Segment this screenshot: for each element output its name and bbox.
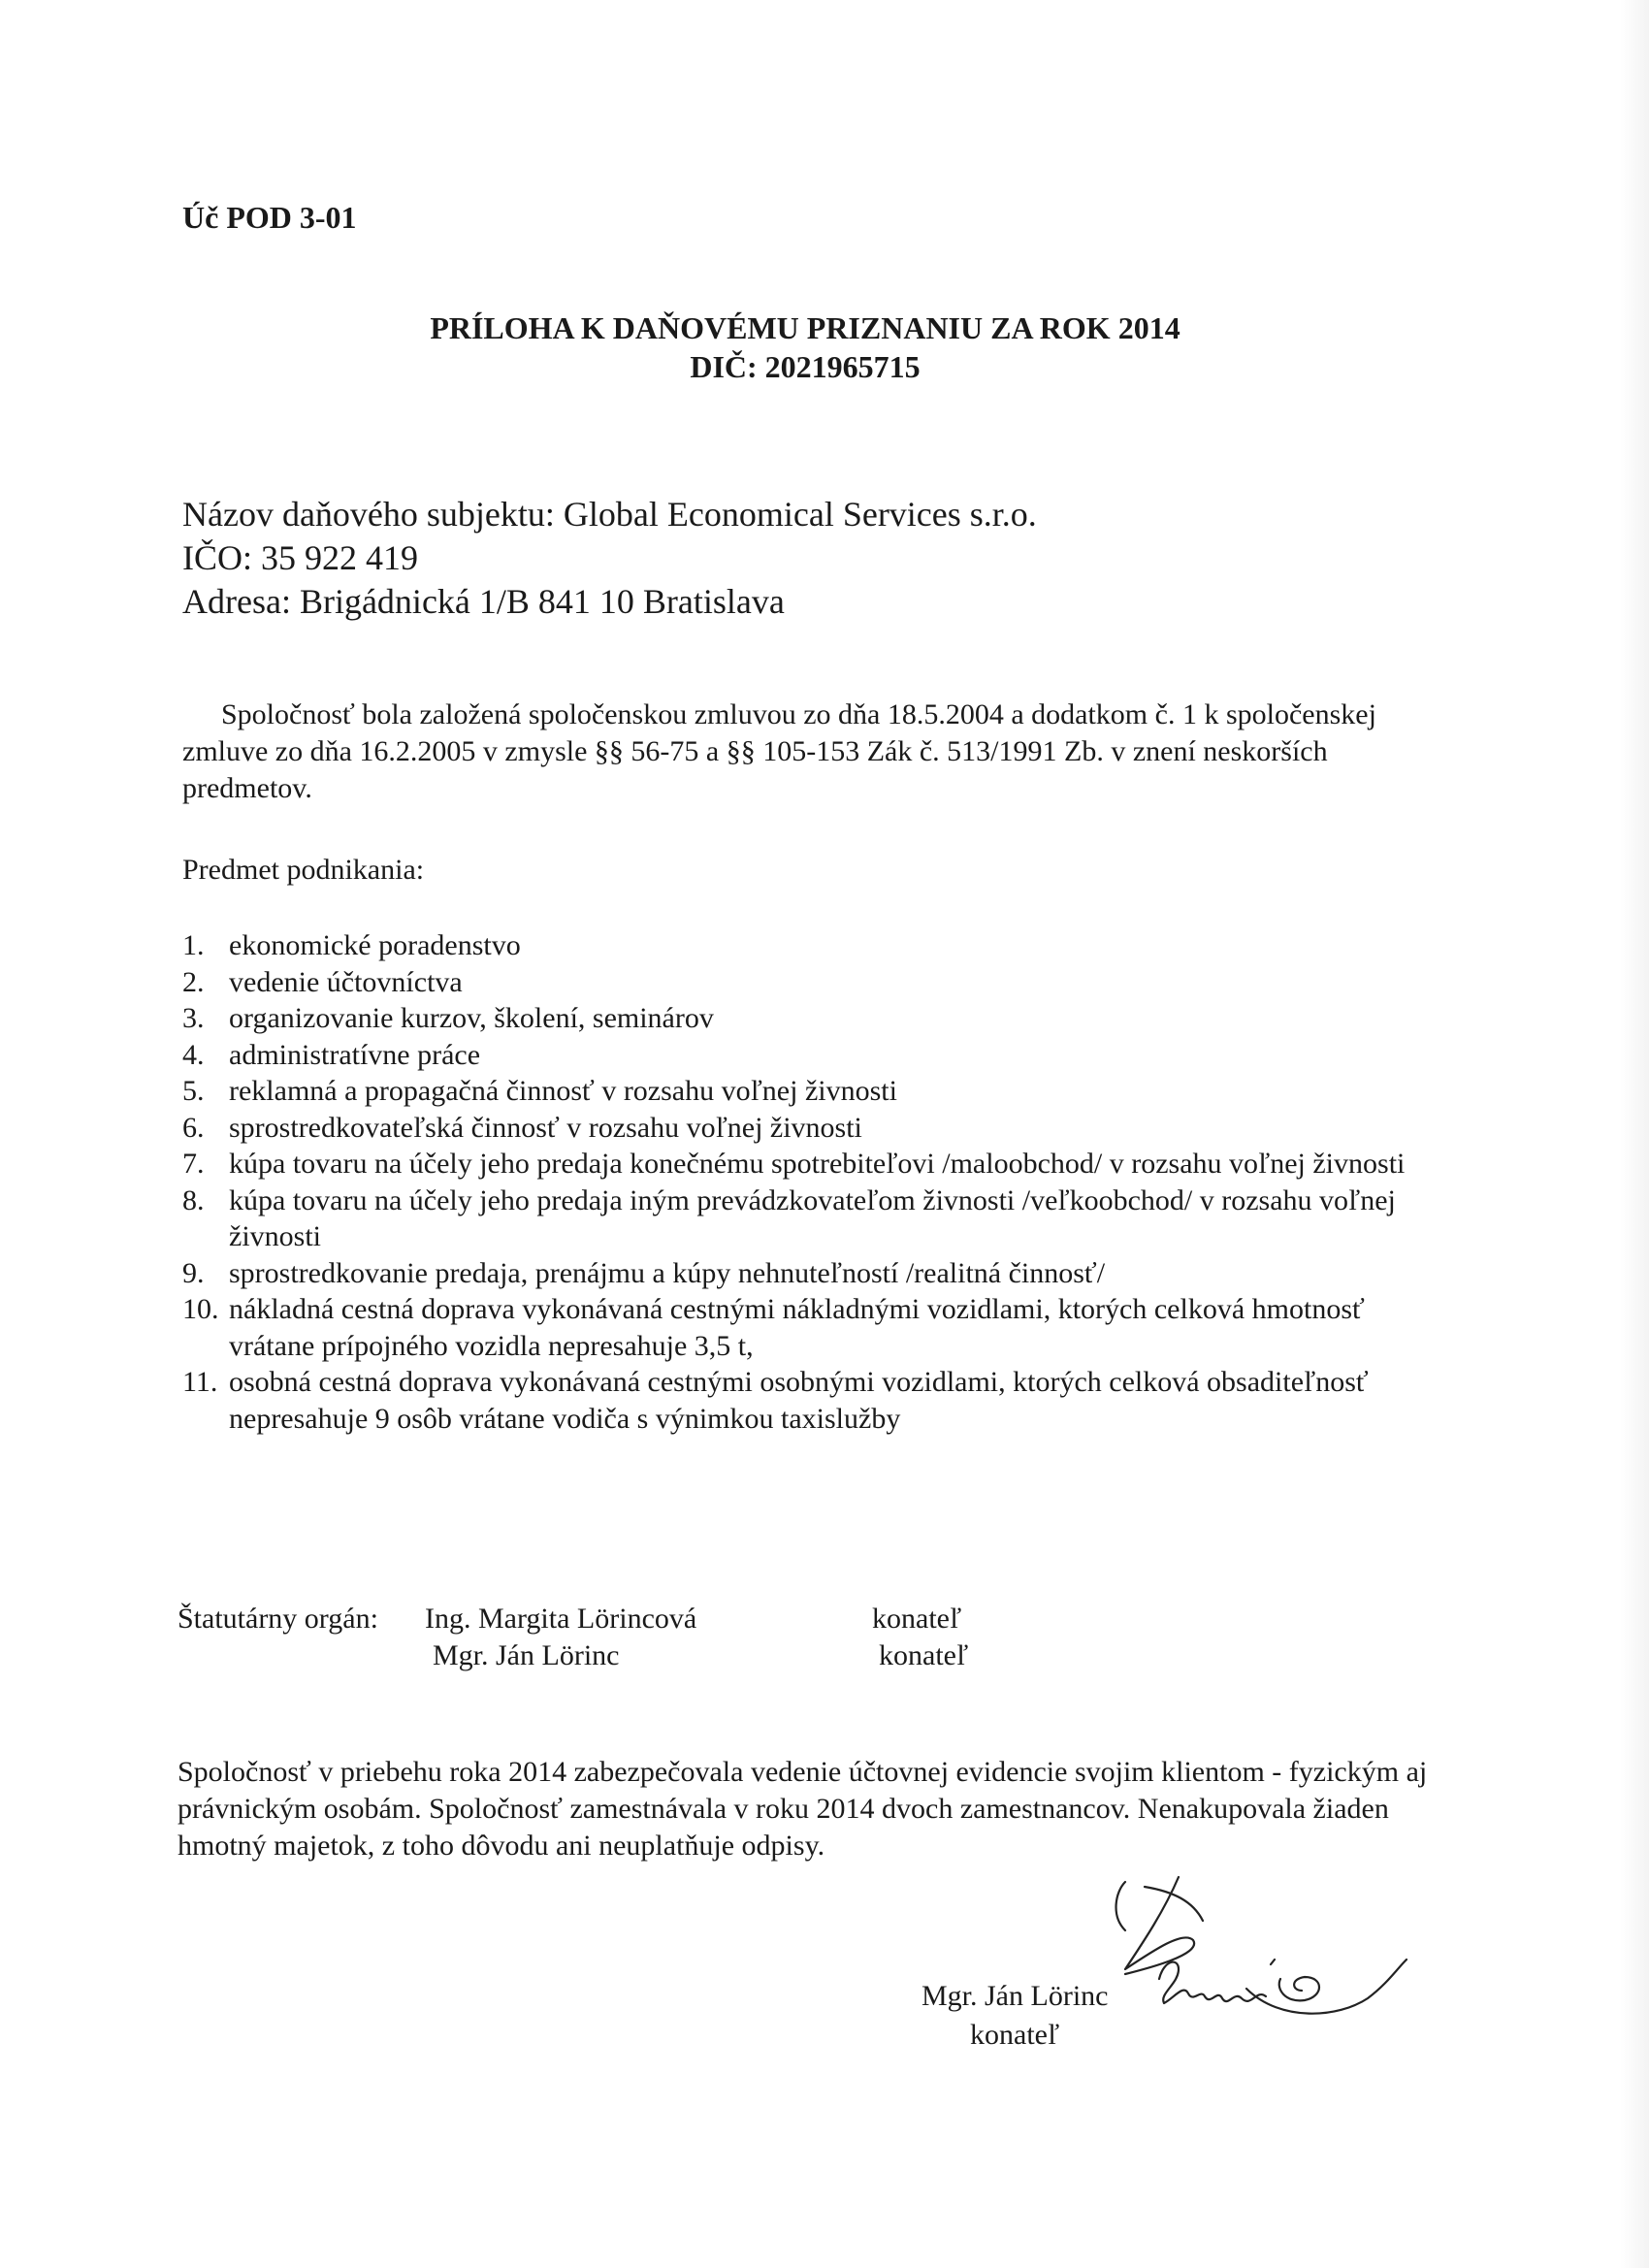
list-item	[182, 964, 1434, 1001]
list-item	[182, 1291, 1434, 1364]
item-number: 6.	[182, 1111, 205, 1144]
item-number: 10.	[182, 1293, 219, 1325]
founding-text: Spoločnosť bola založená spoločenskou zmluvou zo dňa 18.5.2004 a dodatkom č. 1 k spoločenskej zmluve zo dňa 16.2.2005 v zmysle §§ 56-75 a §§ 105-153 Zák č. 513/1991 Zb. v znení neskorších predmetov.	[182, 698, 1376, 804]
list-item	[182, 1110, 1434, 1147]
statutory-label: Štatutárny orgán:	[178, 1603, 378, 1635]
subject-address: Adresa: Brigádnická 1/B 841 10 Bratislava	[182, 582, 785, 621]
founding-paragraph	[182, 697, 1385, 807]
reference-code: Úč POD 3-01	[182, 200, 357, 235]
member-name: Ing. Margita Lörincová	[425, 1603, 697, 1635]
item-number: 7.	[182, 1148, 205, 1180]
item-number: 2.	[182, 965, 205, 998]
item-text: kúpa tovaru na účely jeho predaja konečnému spotrebiteľovi /maloobchod/ v rozsahu voľnej živnosti	[229, 1148, 1406, 1180]
document-title	[0, 308, 1610, 386]
item-text: sprostredkovateľská činnosť v rozsahu voľnej živnosti	[229, 1111, 862, 1144]
member-role: konateľ	[872, 1603, 962, 1635]
list-item	[182, 1146, 1434, 1183]
item-text: administratívne práce	[229, 1038, 481, 1071]
item-text: ekonomické poradenstvo	[229, 929, 521, 961]
subject-name: Názov daňového subjektu: Global Economical Services s.r.o.	[182, 495, 1037, 534]
title-tax-id: DIČ: 2021965715	[690, 349, 921, 384]
item-number: 11.	[182, 1366, 218, 1398]
item-text: reklamná a propagačná činnosť v rozsahu voľnej živnosti	[229, 1075, 897, 1107]
item-text: vedenie účtovníctva	[229, 965, 463, 998]
item-text: osobná cestná doprava vykonávaná cestnými osobnými vozidlami, ktorých celková obsaditeľnosť nepresahuje 9 osôb vrátane vodiča s výnimkou taxislužby	[229, 1366, 1369, 1435]
item-text: nákladná cestná doprava vykonávaná cestnými nákladnými vozidlami, ktorých celková hmotnosť vrátane prípojného vozidla nepresahuje 3,5 t,	[229, 1293, 1365, 1362]
item-text: kúpa tovaru na účely jeho predaja iným prevádzkovateľom živnosti /veľkoobchod/ v rozsahu voľnej živnosti	[229, 1183, 1396, 1252]
item-number: 8.	[182, 1183, 205, 1216]
item-number: 3.	[182, 1002, 205, 1034]
item-number: 5.	[182, 1075, 205, 1107]
item-number: 1.	[182, 929, 205, 961]
signature-block	[922, 1977, 1108, 2055]
summary-paragraph: Spoločnosť v priebehu roka 2014 zabezpečovala vedenie účtovnej evidencie svojim klientom - fyzickým aj právnickým osobám. Spoločnosť zamestnávala v roku 2014 dvoch zamestnancov. Nenakupovala žiaden hmotný majetok, z toho dôvodu ani neuplatňuje odpisy.	[178, 1756, 1428, 1862]
list-item	[182, 1073, 1434, 1110]
item-number: 9.	[182, 1256, 205, 1289]
list-item	[182, 1183, 1434, 1255]
list-item	[182, 927, 1434, 964]
item-number: 4.	[182, 1038, 205, 1071]
member-role: konateľ	[879, 1639, 969, 1671]
subject-info	[182, 493, 1037, 624]
activities-label: Predmet podnikania:	[182, 854, 425, 886]
list-item	[182, 1000, 1434, 1037]
subject-ico: IČO: 35 922 419	[182, 538, 418, 577]
member-name: Mgr. Ján Lörinc	[433, 1639, 620, 1671]
item-text: organizovanie kurzov, školení, seminárov	[229, 1002, 714, 1034]
list-item	[182, 1255, 1434, 1292]
handwritten-signature	[1086, 1863, 1474, 2057]
scan-edge	[1620, 0, 1649, 2268]
item-text: sprostredkovanie predaja, prenájmu a kúpy nehnuteľností /realitná činnosť/	[229, 1256, 1106, 1289]
activities-list	[182, 927, 1434, 1437]
signatory-role: konateľ	[970, 2019, 1060, 2051]
list-item	[182, 1364, 1434, 1437]
list-item	[182, 1037, 1434, 1074]
title-line-1: PRÍLOHA K DAŇOVÉMU PRIZNANIU ZA ROK 2014	[430, 310, 1180, 345]
signatory-name: Mgr. Ján Lörinc	[922, 1980, 1109, 2012]
